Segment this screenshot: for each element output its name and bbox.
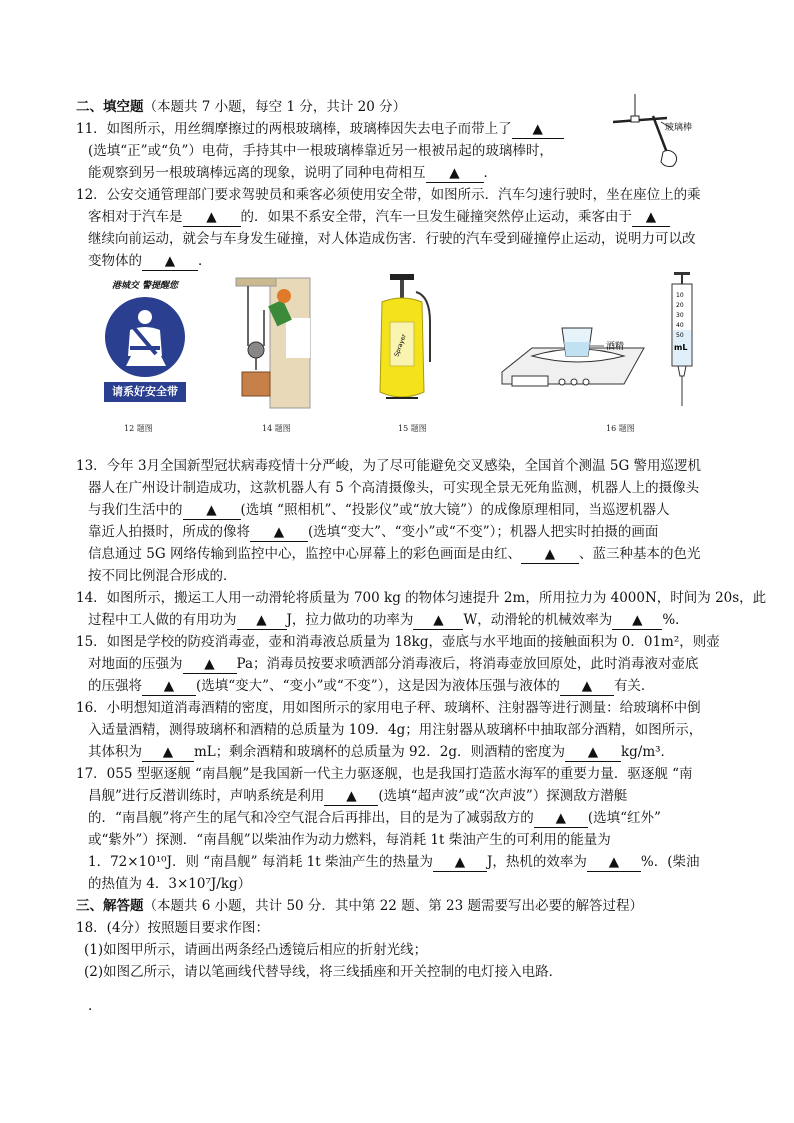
answer-blank[interactable] bbox=[142, 677, 196, 696]
blank-mark: ▲ bbox=[454, 854, 466, 870]
blank-mark: ▲ bbox=[433, 612, 444, 628]
answer-blank[interactable] bbox=[237, 611, 287, 630]
q16-text: mL；剩余酒精和玻璃杯的总质量为 92．2g．则酒精的密度为 bbox=[194, 744, 565, 760]
question-17-line-3 bbox=[88, 807, 661, 829]
answer-blank[interactable] bbox=[183, 655, 237, 674]
stray-dot: . bbox=[88, 998, 93, 1014]
figure-12-caption: 12 题图 bbox=[124, 424, 153, 433]
q13-text: (选填 “照相机”、“投影仪”或“放大镜”）的成像原理相同，当巡逻机器人 bbox=[240, 502, 670, 518]
blank-mark: ▲ bbox=[632, 612, 643, 628]
blank-mark: ▲ bbox=[163, 678, 175, 694]
question-17-line-5 bbox=[88, 851, 700, 873]
figure-15-caption: 15 题图 bbox=[398, 424, 427, 433]
figure-16-caption: 16 题图 bbox=[606, 424, 635, 433]
q13-text: 信息通过 5G 网络传输到监控中心，监控中心屏幕上的彩色画面是由红、 bbox=[88, 546, 521, 562]
scale-button-1 bbox=[559, 379, 565, 385]
hand-icon bbox=[661, 150, 677, 166]
section-title: 三、解答题 bbox=[76, 898, 144, 914]
rod-label: 玻璃棒 bbox=[665, 123, 693, 133]
q12-text: 客相对于汽车是 bbox=[88, 209, 183, 225]
question-12-line-2 bbox=[88, 206, 670, 228]
q15-text: 有关． bbox=[613, 678, 655, 694]
blank-mark: ▲ bbox=[608, 854, 620, 870]
blank-mark: ▲ bbox=[449, 165, 460, 181]
answer-blank[interactable] bbox=[534, 809, 588, 828]
syringe-tick: 20 bbox=[676, 302, 684, 309]
q17-text: (选填“红外” bbox=[587, 810, 661, 826]
blank-mark: ▲ bbox=[162, 744, 174, 760]
answer-blank[interactable] bbox=[426, 164, 484, 183]
q14-text: W，动滑轮的机械效率为 bbox=[463, 612, 613, 628]
answer-blank[interactable] bbox=[433, 853, 487, 872]
section-title: 二、填空题 bbox=[76, 99, 144, 115]
pulley-figure bbox=[236, 278, 312, 408]
blank-mark: ▲ bbox=[346, 788, 357, 804]
section-3-heading bbox=[76, 895, 643, 917]
question-12-line-3: 继续向前运动，就会与车身发生碰撞，对人体造成伤害．行驶的汽车受到碰撞停止运动，说明力可以改 bbox=[88, 231, 696, 247]
section-2-heading bbox=[76, 96, 406, 118]
question-13-line-1: 13．今年 3月全国新型冠状病毒疫情十分严峻，为了尽可能避免交叉感染，全国首个测温 5G 警用巡逻机 bbox=[76, 458, 702, 474]
q17-text: %．(柴油 bbox=[640, 854, 700, 870]
q17-text: 昌舰”进行反潜训练时，声呐系统是利用 bbox=[88, 788, 325, 804]
q13-text: 与我们生活中的 bbox=[88, 502, 183, 518]
blank-mark: ▲ bbox=[273, 524, 285, 540]
q14-text: 过程中工人做的有用功为 bbox=[88, 612, 237, 628]
scale-button-2 bbox=[571, 379, 577, 385]
sprayer-figure bbox=[368, 272, 438, 412]
q12-text: 变物体的 bbox=[88, 253, 142, 269]
syringe-unit: mL bbox=[674, 343, 688, 352]
question-13-line-5 bbox=[88, 543, 700, 565]
q15-text: (选填“变大”、“变小”或“不变”），这是因为液体压强与液体的 bbox=[196, 678, 560, 694]
answer-blank[interactable] bbox=[612, 611, 662, 630]
clip bbox=[631, 116, 639, 122]
pulley-wheel-icon bbox=[248, 342, 264, 358]
answer-blank[interactable] bbox=[142, 743, 194, 762]
q13-text: (选填“变大”、“变小”或“不变”）；机器人把实时拍摄的画面 bbox=[308, 524, 659, 540]
q11-end: ． bbox=[483, 165, 497, 181]
syringe-tick: 50 bbox=[676, 332, 684, 339]
blank-mark: ▲ bbox=[256, 612, 267, 628]
answer-blank[interactable] bbox=[250, 523, 308, 542]
q15-text: Pa；消毒员按要求喷洒部分消毒液后，将消毒壶放回原处，此时消毒液对壶底 bbox=[236, 656, 699, 672]
syringe-tick: 40 bbox=[676, 322, 684, 329]
figure-14-caption: 14 题图 bbox=[262, 424, 291, 433]
question-16-line-3 bbox=[88, 741, 674, 763]
answer-blank[interactable] bbox=[512, 120, 564, 139]
question-17-line-4: 或“紫外”）探测．“南昌舰”以柴油作为动力燃料，每消耗 1t 柴油产生的可利用的能量为 bbox=[88, 832, 611, 848]
sign-bottom-text: 请系好安全带 bbox=[104, 382, 186, 402]
scale-button-3 bbox=[583, 379, 589, 385]
scale-figure bbox=[498, 300, 648, 400]
question-11-line-1 bbox=[76, 118, 564, 140]
building-notch bbox=[286, 318, 310, 358]
question-18-line-2: (1)如图甲所示，请画出两条经凸透镜后相应的折射光线； bbox=[84, 942, 428, 958]
q11-text: 能观察到另一根玻璃棒远离的现象，说明了同种电荷相互 bbox=[88, 165, 426, 181]
q12-text: 的．如果不系安全带，汽车一旦发生碰撞突然停止运动，乘客由于 bbox=[240, 209, 632, 225]
plunger-top bbox=[674, 272, 690, 275]
question-12-line-1: 12．公安交通管理部门要求驾驶员和乘客必须使用安全带，如图所示．汽车匀速行驶时，坐在座位上的乘 bbox=[76, 187, 701, 203]
blank-mark: ▲ bbox=[204, 656, 215, 672]
question-17-line-1: 17．055 型驱逐舰 “南昌舰”是我国新一代主力驱逐舰，也是我国打造蓝水海军的重要力量．驱逐舰 “南 bbox=[76, 766, 693, 782]
question-18-line-3: (2)如图乙所示，请以笔画线代替导线，将三线插座和开关控制的电灯接入电路． bbox=[84, 964, 563, 980]
answer-blank[interactable] bbox=[632, 208, 670, 227]
q11-text: 11．如图所示，用丝绸摩擦过的两根玻璃棒，玻璃棒因失去电子而带上了 bbox=[76, 121, 512, 137]
blank-mark: ▲ bbox=[645, 209, 657, 225]
alcohol-liquid bbox=[564, 342, 590, 356]
q16-text: 其体积为 bbox=[88, 744, 142, 760]
syringe-figure bbox=[668, 272, 696, 412]
q17-text: 1．72×10¹⁰J．则 “南昌舰” 每消耗 1t 柴油产生的热量为 bbox=[88, 854, 433, 870]
cargo-box bbox=[242, 372, 270, 396]
q17-text: J，热机的效率为 bbox=[486, 854, 587, 870]
seatbelt-sign bbox=[100, 278, 190, 408]
q13-text: 、蓝三种基本的色光 bbox=[578, 546, 701, 562]
blank-mark: ▲ bbox=[164, 253, 176, 269]
question-15-line-1: 15．如图是学校的防疫消毒壶，壶和消毒液总质量为 18kg，壶底与水平地面的接触面积为 0．01m²，则壶 bbox=[76, 634, 720, 650]
answer-blank[interactable] bbox=[324, 787, 378, 806]
answer-blank[interactable] bbox=[560, 677, 614, 696]
question-13-line-6: 按不同比例混合形成的． bbox=[88, 568, 237, 584]
blank-mark: ▲ bbox=[206, 502, 217, 518]
answer-blank[interactable] bbox=[521, 545, 579, 564]
question-11-line-3 bbox=[88, 162, 497, 184]
answer-blank[interactable] bbox=[183, 208, 241, 227]
q12-text: ． bbox=[198, 253, 212, 269]
blank-mark: ▲ bbox=[587, 744, 599, 760]
question-17-line-2 bbox=[88, 785, 627, 807]
q13-text: 靠近人拍摄时，所成的像将 bbox=[88, 524, 250, 540]
answer-blank[interactable] bbox=[142, 252, 198, 271]
alcohol-label: 酒精 bbox=[606, 342, 625, 352]
pump-rod bbox=[400, 280, 404, 298]
question-14-line-1: 14．如图所示，搬运工人用一动滑轮将质量为 700 kg 的物体匀速提升 2m，所用拉力为 4000N，时间为 20s，此 bbox=[76, 590, 767, 606]
answer-blank[interactable] bbox=[183, 501, 241, 520]
syringe-tip bbox=[678, 366, 686, 376]
section-info: （本题共 6 小题，共计 50 分．其中第 22 题、第 23 题需要写出必要的解答过程） bbox=[143, 898, 643, 914]
q14-text: %． bbox=[662, 612, 689, 628]
question-15-line-2 bbox=[88, 653, 699, 675]
question-17-line-6: 的热值为 4．3×10⁷J/kg） bbox=[88, 876, 252, 892]
blank-mark: ▲ bbox=[581, 678, 593, 694]
question-14-line-2 bbox=[88, 609, 689, 631]
syringe-tick: 10 bbox=[676, 292, 684, 299]
q15-text: 对地面的压强为 bbox=[88, 656, 183, 672]
question-15-line-3 bbox=[88, 675, 654, 697]
scale-display bbox=[512, 376, 548, 386]
sign-top-text: 港城交 警提醒您 bbox=[111, 281, 179, 291]
q14-text: J，拉力做功的功率为 bbox=[286, 612, 414, 628]
blank-mark: ▲ bbox=[544, 546, 556, 562]
q15-text: 的压强将 bbox=[88, 678, 142, 694]
blank-mark: ▲ bbox=[206, 209, 217, 225]
answer-blank[interactable] bbox=[587, 853, 641, 872]
question-13-line-4 bbox=[88, 521, 658, 543]
blank-mark: ▲ bbox=[555, 810, 566, 826]
hanging-rod bbox=[613, 118, 667, 122]
worker-helmet-icon bbox=[277, 289, 291, 303]
q16-text: kg/m³． bbox=[620, 744, 675, 760]
question-12-line-4 bbox=[88, 250, 212, 272]
section-info: （本题共 7 小题，每空 1 分，共计 20 分） bbox=[143, 99, 407, 115]
q17-text: (选填“超声波”或“次声波”）探测敌方潜艇 bbox=[378, 788, 628, 804]
glass-rod-figure bbox=[605, 92, 725, 172]
question-18-line-1: 18．(4分）按照题目要求作图： bbox=[76, 920, 270, 936]
answer-blank[interactable] bbox=[413, 611, 463, 630]
q17-text: 的．“南昌舰”将产生的尾气和冷空气混合后再排出，目的是为了减弱敌方的 bbox=[88, 810, 534, 826]
question-13-line-2: 器人在广州设计制造成功，这款机器人有 5 个高清摄像头，可实现全景无死角监测，机器人上的摄像头 bbox=[88, 480, 700, 496]
question-16-line-1: 16．小明想知道消毒酒精的密度，用如图所示的家用电子秤、玻璃杯、注射器等进行测量：给玻璃杯中倒 bbox=[76, 700, 701, 716]
question-11-line-2: (选填“正”或“负”）电荷，手持其中一根玻璃棒靠近另一根被吊起的玻璃棒时， bbox=[88, 143, 553, 159]
sprayer-brand: Sprayer bbox=[393, 333, 408, 358]
pump-handle bbox=[390, 274, 414, 280]
question-16-line-2: 入适量酒精，测得玻璃杯和酒精的总质量为 109．4g；用注射器从玻璃杯中抽取部分酒精，如图所示， bbox=[88, 722, 703, 738]
question-13-line-3 bbox=[88, 499, 669, 521]
answer-blank[interactable] bbox=[565, 743, 621, 762]
blank-mark: ▲ bbox=[532, 121, 543, 137]
syringe-tick: 30 bbox=[676, 312, 684, 319]
beam bbox=[236, 278, 276, 286]
seatbelt-icon bbox=[104, 296, 186, 378]
